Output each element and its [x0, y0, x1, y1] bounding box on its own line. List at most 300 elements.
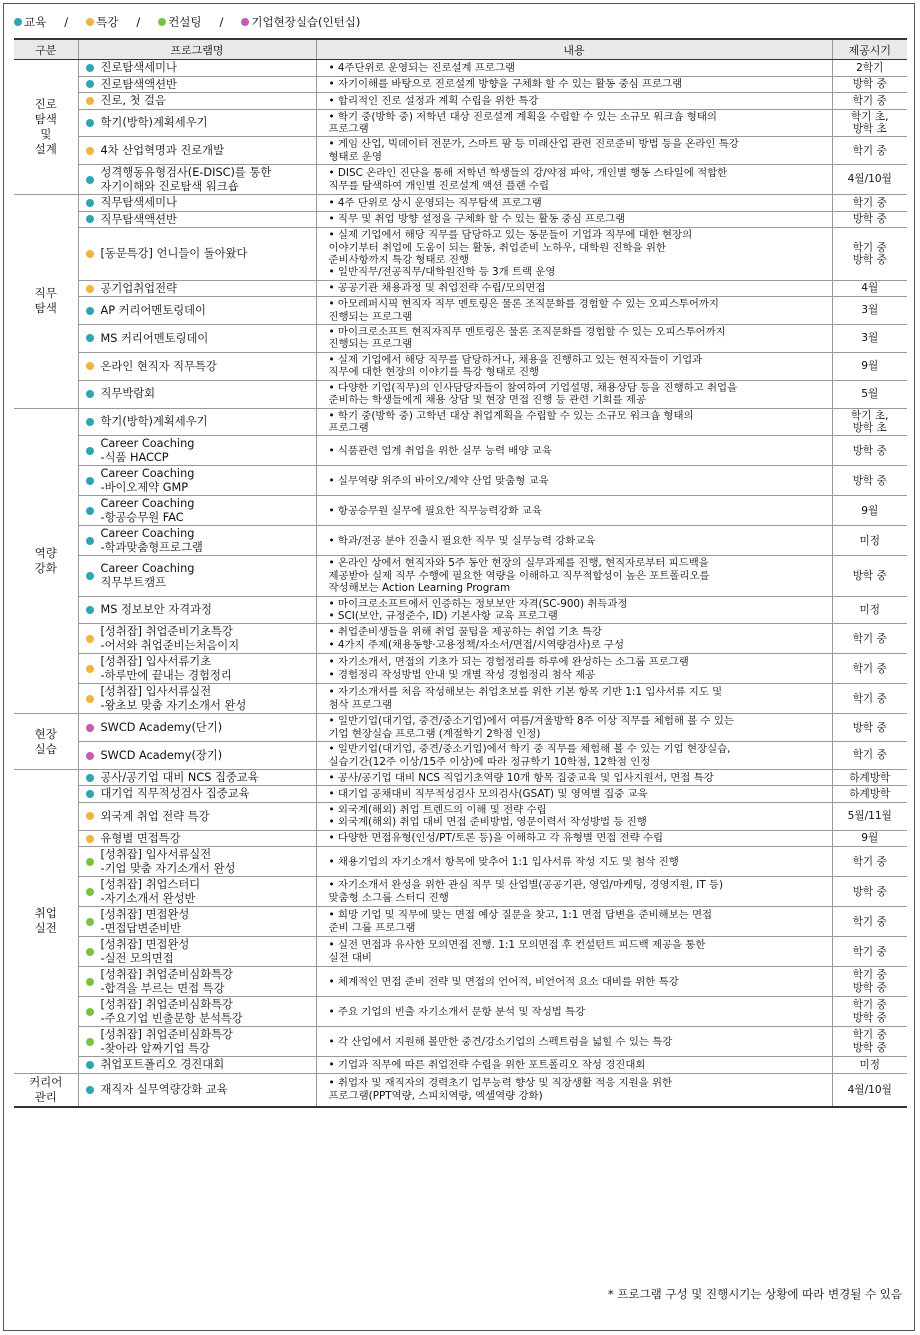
table-row	[14, 596, 907, 624]
program-name: [성취잡] 면접완성 -실전 모의면접	[100, 938, 190, 965]
table-row	[14, 228, 907, 281]
program-type-dot-icon	[86, 790, 94, 798]
program-cell	[78, 1027, 316, 1057]
table-row	[14, 556, 907, 596]
content-cell	[316, 997, 832, 1027]
program-name: [동문특강] 언니들이 돌아왔다	[100, 247, 248, 261]
program-cell	[78, 325, 316, 353]
program-cell	[78, 496, 316, 526]
content-line: • 마이크로소프트에서 인증하는 정보보안 자격(SC-900) 취득과정	[328, 597, 628, 610]
content-cell	[316, 684, 832, 714]
period-cell: 학기 중	[832, 684, 907, 714]
content-cell	[316, 76, 832, 93]
program-cell	[78, 830, 316, 847]
program-cell	[78, 556, 316, 596]
program-type-dot-icon	[86, 572, 94, 580]
content-cell	[316, 967, 832, 997]
content-line: • 실전 면접과 유사한 모의면접 진행. 1:1 모의면접 후 컨설턴트 피드백 제공을 통한 실전 대비	[328, 939, 706, 964]
program-cell	[78, 907, 316, 937]
content-cell	[316, 742, 832, 770]
content-line: • 자기소개서 완성을 위한 관심 직무 및 산업별(공공기관, 영업/마케팅, 경영지원, IT 등) 맞춤형 소그룹 스터디 진행	[328, 879, 724, 904]
table-row	[14, 907, 907, 937]
period-cell: 방학 중	[832, 877, 907, 907]
program-name: [성취잡] 입사서류실전 -왕초보 맞춤 자기소개서 완성	[100, 685, 247, 712]
program-name: 외국계 취업 전략 특강	[100, 809, 210, 823]
program-cell	[78, 109, 316, 137]
content-line: • 4가지 주제(채용동향·고용정책/자소서/면접/시역량검사)로 구성	[328, 638, 624, 651]
content-cell	[316, 380, 832, 408]
content-cell	[316, 877, 832, 907]
content-cell	[316, 624, 832, 654]
program-type-dot-icon	[86, 812, 94, 820]
program-cell	[78, 466, 316, 496]
program-type-dot-icon	[86, 334, 94, 342]
program-type-dot-icon	[86, 606, 94, 614]
period-cell: 미정	[832, 1057, 907, 1074]
header-content: 내용	[316, 39, 832, 60]
content-line: • 다양한 기업(직무)의 인사담당자들이 참여하여 기업설명, 채용상담 등을 진행하고 취업을 준비하는 학생들에게 채용 상담 및 현장 면접 진행 등 관련 기회를 제공	[328, 381, 738, 407]
program-cell	[78, 297, 316, 325]
program-table	[14, 38, 907, 1108]
period-cell: 학기 중	[832, 195, 907, 212]
content-cell	[316, 137, 832, 165]
period-cell: 학기 중 방학 중	[832, 228, 907, 281]
program-cell	[78, 967, 316, 997]
table-row	[14, 408, 907, 436]
program-type-dot-icon	[86, 774, 94, 782]
content-cell	[316, 165, 832, 195]
content-line: • 경험정리 작성방법 안내 및 개별 작성 경험정리 첨삭 제공	[328, 668, 596, 681]
program-name: [성취잡] 입사서류기초 -하루만에 끝내는 경험정리	[100, 655, 232, 682]
content-line: • 학과/전공 분야 진출시 필요한 직무 및 실무능력 강화교육	[328, 534, 596, 547]
content-line: • 채용기업의 자기소개서 항목에 맞추어 1:1 입사서류 작성 지도 및 첨삭 진행	[328, 855, 679, 868]
program-type-dot-icon	[86, 199, 94, 207]
category-cell: 취업 실전	[14, 769, 78, 1073]
header-category: 구분	[14, 39, 78, 60]
content-line: • 4주단위로 운영되는 진로설계 프로그램	[328, 61, 516, 74]
program-cell	[78, 60, 316, 77]
program-type-dot-icon	[86, 537, 94, 545]
table-row	[14, 1073, 907, 1107]
program-name: 직무박람회	[100, 387, 156, 401]
program-cell	[78, 769, 316, 786]
program-name: MS 정보보안 자격과정	[100, 603, 212, 617]
program-type-dot-icon	[86, 119, 94, 127]
program-type-dot-icon	[86, 1061, 94, 1069]
category-cell: 현장 실습	[14, 714, 78, 770]
content-line: • DISC 온라인 진단을 통해 저학년 학생들의 강/약점 파악, 개인별 행동 스타일에 적합한 직무를 탐색하여 개인별 진로설계 액션 플랜 수립	[328, 167, 728, 192]
table-row	[14, 1027, 907, 1057]
content-cell	[316, 769, 832, 786]
program-name: 온라인 현직자 직무특강	[100, 359, 217, 373]
content-line: • 직무 및 취업 방향 설정을 구체화 할 수 있는 활동 중심 프로그램	[328, 213, 626, 226]
program-cell	[78, 352, 316, 380]
table-row	[14, 847, 907, 877]
program-cell	[78, 1073, 316, 1107]
program-type-dot-icon	[86, 80, 94, 88]
period-cell: 학기 중	[832, 137, 907, 165]
period-cell: 학기 초, 방학 초	[832, 109, 907, 137]
table-row	[14, 802, 907, 830]
program-type-dot-icon	[86, 176, 94, 184]
table-row	[14, 742, 907, 770]
program-type-dot-icon	[86, 507, 94, 515]
program-cell	[78, 802, 316, 830]
program-name: 진로탐색액션반	[100, 77, 177, 91]
footnote: * 프로그램 구성 및 진행시기는 상황에 따라 변경될 수 있음	[607, 1287, 902, 1301]
program-type-dot-icon	[86, 285, 94, 293]
program-name: 공사/공기업 대비 NCS 집중교육	[100, 770, 259, 784]
content-cell	[316, 195, 832, 212]
period-cell: 3월	[832, 325, 907, 353]
period-cell: 학기 중 방학 중	[832, 1027, 907, 1057]
content-cell	[316, 937, 832, 967]
table-row	[14, 466, 907, 496]
period-cell: 방학 중	[832, 76, 907, 93]
table-row	[14, 654, 907, 684]
table-row	[14, 325, 907, 353]
table-header-row	[14, 39, 907, 60]
content-line: • 합리적인 진로 설정과 계획 수립을 위한 특강	[328, 94, 539, 107]
program-type-dot-icon	[86, 888, 94, 896]
content-cell	[316, 847, 832, 877]
content-cell	[316, 556, 832, 596]
header-program: 프로그램명	[78, 39, 316, 60]
period-cell: 학기 중	[832, 93, 907, 110]
content-line: • 마이크로소프트 현직자직무 멘토링은 물론 조직문화를 경험할 수 있는 오피스투어까지 진행되는 프로그램	[328, 326, 726, 351]
content-cell	[316, 526, 832, 556]
content-line: • 체계적인 면접 준비 전략 및 면접의 언어적, 비언어적 요소 대비를 위한 특강	[328, 975, 679, 988]
legend-label: 기업현장실습(인턴십)	[251, 15, 361, 29]
program-type-dot-icon	[86, 447, 94, 455]
program-name: Career Coaching -항공승무원 FAC	[100, 497, 195, 524]
table-row	[14, 997, 907, 1027]
content-cell	[316, 596, 832, 624]
period-cell: 하계방학	[832, 786, 907, 803]
table-row	[14, 297, 907, 325]
program-type-dot-icon	[86, 307, 94, 315]
program-type-dot-icon	[86, 635, 94, 643]
period-cell: 방학 중	[832, 714, 907, 742]
content-line: • 학기 중(방학 중) 저학년 대상 진로설계 계획을 수립할 수 있는 소규모 워크숍 형태의 프로그램	[328, 110, 717, 135]
program-type-dot-icon	[86, 1086, 94, 1094]
content-cell	[316, 830, 832, 847]
legend-dot-icon	[86, 18, 94, 26]
period-cell: 방학 중	[832, 211, 907, 228]
legend-label: 특강	[96, 15, 119, 29]
table-row	[14, 786, 907, 803]
category-cell: 역량 강화	[14, 408, 78, 714]
table-row	[14, 195, 907, 212]
program-cell	[78, 526, 316, 556]
program-name: [성취잡] 취업준비심화특강 -합격을 부르는 면접 특강	[100, 968, 233, 995]
program-name: 진로, 첫 걸음	[100, 94, 166, 107]
period-cell: 학기 중 방학 중	[832, 967, 907, 997]
program-name: 진로탐색세미나	[100, 61, 177, 74]
program-name: [성취잡] 취업준비심화특강 -주요기업 빈출문항 분석특강	[100, 998, 243, 1025]
legend-dot-icon	[241, 18, 249, 26]
program-cell	[78, 714, 316, 742]
table-row	[14, 714, 907, 742]
content-cell	[316, 280, 832, 297]
program-cell	[78, 624, 316, 654]
program-cell	[78, 76, 316, 93]
program-cell	[78, 380, 316, 408]
program-type-dot-icon	[86, 724, 94, 732]
program-type-dot-icon	[86, 390, 94, 398]
program-name: [성취잡] 면접완성 -면접답변준비반	[100, 908, 190, 935]
legend-separator: /	[64, 15, 69, 29]
content-line: • 희망 기업 및 직무에 맞는 면접 예상 질문을 찾고, 1:1 면접 답변을 준비해보는 면접 준비 그룹 프로그램	[328, 909, 713, 934]
content-cell	[316, 496, 832, 526]
content-line: • 대기업 공채대비 직무적성검사 모의검사(GSAT) 및 영역별 집중 교육	[328, 788, 648, 801]
program-type-dot-icon	[86, 1008, 94, 1016]
program-type-dot-icon	[86, 695, 94, 703]
content-line: • 실제 기업에서 해당 직무를 담당하거나, 채용을 진행하고 있는 현직자들이 기업과 직무에 대한 현장의 이야기를 특강 형태로 진행	[328, 353, 703, 379]
program-name: Career Coaching -식품 HACCP	[100, 437, 195, 464]
content-line: • 자기소개서, 면접의 기초가 되는 경험정리를 하루에 완성하는 소그룹 프로그램	[328, 656, 689, 669]
program-cell	[78, 211, 316, 228]
content-line: • 온라인 상에서 현직자와 5주 동안 현장의 실무과제를 진행, 현직자로부터 피드백을 제공받아 실제 직무 수행에 필요한 역량을 이해하고 직무적합성이 높은 포트폴리오를 작성해보는 Action Learning Program	[328, 557, 710, 595]
table-row	[14, 137, 907, 165]
program-cell	[78, 997, 316, 1027]
content-line: • 일반기업(대기업, 중견/중소기업)에서 학기 중 직무를 체험해 볼 수 있는 기업 현장실습, 실습기간(12주 이상/15주 이상)에 따라 정규학기 10학점, 12학점 인정	[328, 743, 731, 768]
table-row	[14, 967, 907, 997]
header-period: 제공시기	[832, 39, 907, 60]
program-cell	[78, 228, 316, 281]
program-cell	[78, 93, 316, 110]
program-name: 대기업 직무적성검사 집중교육	[100, 787, 250, 801]
program-cell	[78, 877, 316, 907]
period-cell: 9월	[832, 830, 907, 847]
period-cell: 하계방학	[832, 769, 907, 786]
program-cell	[78, 847, 316, 877]
table-row	[14, 76, 907, 93]
program-type-dot-icon	[86, 362, 94, 370]
content-cell	[316, 714, 832, 742]
program-name: Career Coaching -학과맞춤형프로그램	[100, 527, 203, 554]
table-row	[14, 624, 907, 654]
program-cell	[78, 408, 316, 436]
program-name: 성격행동유형검사(E-DISC)를 통한 자기이해와 진로탐색 워크숍	[100, 166, 272, 193]
category-cell: 커리어 관리	[14, 1073, 78, 1107]
content-line: • 일반기업(대기업, 중견/중소기업)에서 여름/겨울방학 8주 이상 직무를 체험해 볼 수 있는 기업 현장실습 프로그램 (계절학기 2학점 인정)	[328, 715, 734, 740]
program-name: [성취잡] 취업준비심화특강 -찾아라 알짜기업 특강	[100, 1028, 233, 1055]
content-line: • SCI(보안, 규정준수, ID) 기본사항 교육 프로그램	[328, 609, 558, 622]
period-cell: 학기 중	[832, 907, 907, 937]
program-name: SWCD Academy(장기)	[100, 748, 223, 762]
content-cell	[316, 93, 832, 110]
legend-label: 교육	[24, 15, 47, 29]
period-cell: 학기 중 방학 중	[832, 997, 907, 1027]
period-cell: 학기 중	[832, 847, 907, 877]
legend-item	[158, 14, 201, 30]
content-cell	[316, 408, 832, 436]
table-row	[14, 877, 907, 907]
legend-label: 컨설팅	[168, 15, 202, 29]
table-row	[14, 352, 907, 380]
period-cell: 학기 중	[832, 742, 907, 770]
program-cell	[78, 165, 316, 195]
program-name: 유형별 면접특강	[100, 831, 181, 845]
table-row	[14, 496, 907, 526]
program-type-dot-icon	[86, 665, 94, 673]
program-name: 4차 산업혁명과 진로개발	[100, 143, 224, 157]
program-name: Career Coaching -바이오제약 GMP	[100, 467, 195, 494]
legend	[14, 14, 360, 30]
legend-separator: /	[219, 15, 224, 29]
program-cell	[78, 596, 316, 624]
content-line: • 자기소개서를 처음 작성해보는 취업초보를 위한 기본 항목 기반 1:1 입사서류 지도 및 첨삭 프로그램	[328, 686, 723, 711]
content-line: • 게임 산업, 빅데이터 전문가, 스마트 팜 등 미래산업 관련 진로준비 방법 등을 온라인 특강 형태로 운영	[328, 138, 739, 163]
period-cell: 4월/10월	[832, 1073, 907, 1107]
program-type-dot-icon	[86, 858, 94, 866]
content-line: • 기업과 직무에 따른 취업전략 수립을 위한 포트폴리오 작성 경진대회	[328, 1058, 646, 1071]
content-line: • 아모레퍼시픽 현직자 직무 멘토링은 물론 조직문화를 경험할 수 있는 오피스투어까지 진행되는 프로그램	[328, 298, 719, 323]
period-cell: 학기 중	[832, 937, 907, 967]
legend-dot-icon	[14, 18, 22, 26]
program-type-dot-icon	[86, 418, 94, 426]
content-line: • 항공승무원 실무에 필요한 직무능력강화 교육	[328, 504, 542, 517]
table-row	[14, 1057, 907, 1074]
legend-separator: /	[136, 15, 141, 29]
content-cell	[316, 466, 832, 496]
program-name: [성취잡] 취업준비기초특강 -어서와 취업준비는처음이지	[100, 625, 240, 652]
program-cell	[78, 937, 316, 967]
program-name: 직무탐색액션반	[100, 212, 177, 226]
period-cell: 2학기	[832, 60, 907, 77]
program-cell	[78, 742, 316, 770]
program-cell	[78, 195, 316, 212]
program-type-dot-icon	[86, 250, 94, 258]
program-type-dot-icon	[86, 477, 94, 485]
program-type-dot-icon	[86, 147, 94, 155]
program-cell	[78, 1057, 316, 1074]
content-cell	[316, 211, 832, 228]
category-cell: 직무 탐색	[14, 195, 78, 408]
content-cell	[316, 802, 832, 830]
content-line: • 다양한 면접유형(인성/PT/토론 등)을 이해하고 각 유형별 면접 전략 수립	[328, 832, 664, 845]
content-cell	[316, 297, 832, 325]
category-cell: 진로 탐색 및 설계	[14, 60, 78, 195]
table-row	[14, 436, 907, 466]
content-cell	[316, 325, 832, 353]
content-cell	[316, 1057, 832, 1074]
content-line: • 일반직무/전공직무/대학원진학 등 3개 트랙 운영	[328, 266, 556, 279]
program-name: Career Coaching 직무부트캠프	[100, 562, 195, 589]
period-cell: 방학 중	[832, 436, 907, 466]
content-cell	[316, 907, 832, 937]
content-line: • 공공기관 채용과정 및 취업전략 수립/모의면접	[328, 282, 546, 295]
program-cell	[78, 137, 316, 165]
table-row	[14, 165, 907, 195]
period-cell: 학기 중	[832, 654, 907, 684]
content-cell	[316, 1027, 832, 1057]
program-cell	[78, 684, 316, 714]
period-cell: 미정	[832, 526, 907, 556]
period-cell: 9월	[832, 496, 907, 526]
content-line: • 취업자 및 재직자의 경력초기 업무능력 향상 및 직장생활 적응 지원을 위한 프로그램(PPT역량, 스피치역량, 엑셀역량 강화)	[328, 1077, 673, 1102]
program-name: 재직자 실무역량강화 교육	[100, 1083, 228, 1097]
period-cell: 4월	[832, 280, 907, 297]
program-type-dot-icon	[86, 97, 94, 105]
content-line: • 외국계(해외) 취업 트렌드의 이해 및 전략 수립	[328, 803, 547, 816]
program-name: 학기(방학)계획세우기	[100, 116, 208, 130]
period-cell: 3월	[832, 297, 907, 325]
program-name: [성취잡] 입사서류실전 -기업 맞춤 자기소개서 완성	[100, 848, 236, 875]
table-row	[14, 109, 907, 137]
content-cell	[316, 109, 832, 137]
table-row	[14, 526, 907, 556]
content-cell	[316, 654, 832, 684]
program-type-dot-icon	[86, 918, 94, 926]
program-name: SWCD Academy(단기)	[100, 721, 223, 734]
content-line: • 주요 기업의 빈출 자기소개서 문항 분석 및 작성법 특강	[328, 1005, 586, 1018]
period-cell: 4월/10월	[832, 165, 907, 195]
content-line: • 4주 단위로 상시 운영되는 직무탐색 프로그램	[328, 196, 542, 209]
program-type-dot-icon	[86, 978, 94, 986]
program-type-dot-icon	[86, 835, 94, 843]
period-cell: 학기 초, 방학 초	[832, 408, 907, 436]
period-cell: 5월/11월	[832, 802, 907, 830]
program-cell	[78, 654, 316, 684]
program-cell	[78, 786, 316, 803]
content-cell	[316, 436, 832, 466]
content-line: • 실무역량 위주의 바이오/제약 산업 맞춤형 교육	[328, 474, 549, 487]
period-cell: 방학 중	[832, 466, 907, 496]
content-cell	[316, 786, 832, 803]
program-name: 공기업취업전략	[100, 281, 177, 295]
content-line: • 취업준비생들을 위해 취업 꿀팁을 제공하는 취업 기초 특강	[328, 626, 602, 639]
table-row	[14, 93, 907, 110]
program-type-dot-icon	[86, 64, 94, 72]
content-line: • 학기 중(방학 중) 고학년 대상 취업계획을 수립할 수 있는 소규모 워크숍 형태의 프로그램	[328, 409, 694, 434]
program-type-dot-icon	[86, 1038, 94, 1046]
content-line: • 각 산업에서 지원해 볼만한 중견/강소기업의 스펙트럼을 넓힐 수 있는 특강	[328, 1035, 673, 1048]
program-type-dot-icon	[86, 948, 94, 956]
period-cell: 9월	[832, 352, 907, 380]
table-row	[14, 280, 907, 297]
program-name: [성취잡] 취업스터디 -자기소개서 완성반	[100, 878, 201, 905]
program-name: 직무탐색세미나	[100, 196, 177, 210]
table-row	[14, 684, 907, 714]
legend-item	[86, 14, 118, 30]
table-row	[14, 60, 907, 77]
content-cell	[316, 60, 832, 77]
program-name: AP 커리어멘토링데이	[100, 303, 206, 317]
program-name: 학기(방학)계획세우기	[100, 415, 208, 429]
content-cell	[316, 228, 832, 281]
table-row	[14, 380, 907, 408]
program-cell	[78, 280, 316, 297]
program-type-dot-icon	[86, 752, 94, 760]
content-cell	[316, 352, 832, 380]
period-cell: 방학 중	[832, 556, 907, 596]
content-line: • 외국계(해외) 취업 대비 면접 준비방법, 영문이력서 작성방법 등 진행	[328, 816, 647, 829]
table-row	[14, 830, 907, 847]
content-line: • 자기이해를 바탕으로 진로설계 방향을 구체화 할 수 있는 활동 중심 프로그램	[328, 78, 683, 91]
legend-dot-icon	[158, 18, 166, 26]
content-cell	[316, 1073, 832, 1107]
period-cell: 학기 중	[832, 624, 907, 654]
program-cell	[78, 436, 316, 466]
program-name: 취업포트폴리오 경진대회	[100, 1058, 225, 1072]
table-row	[14, 937, 907, 967]
program-type-dot-icon	[86, 215, 94, 223]
table-row	[14, 211, 907, 228]
period-cell: 5월	[832, 380, 907, 408]
content-line: • 공사/공기업 대비 NCS 직업기초역량 10개 항목 집중교육 및 입사지원서, 면접 특강	[328, 771, 714, 784]
